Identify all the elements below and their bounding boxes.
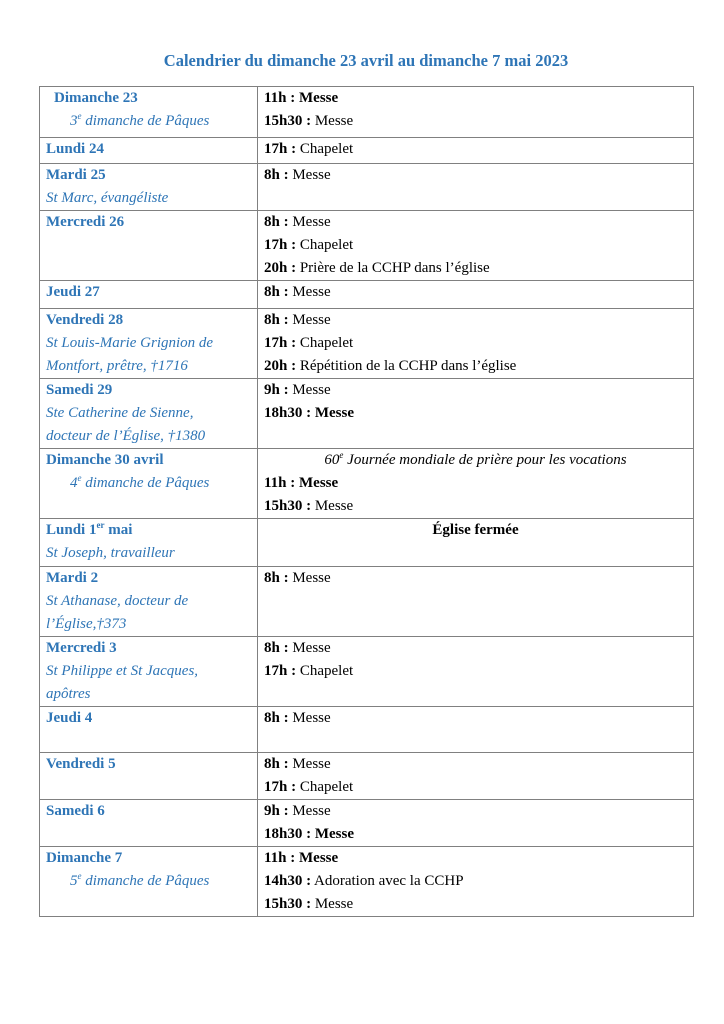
schedule-line: 8h : Messe (264, 312, 331, 328)
schedule-line: 9h : Messe (264, 382, 331, 398)
schedule-line: 11h : Messe (264, 850, 339, 866)
table-row (40, 87, 694, 138)
table-row (40, 567, 694, 637)
day-name: Mardi 25 (46, 167, 106, 183)
day-cell (40, 379, 258, 449)
day-name: Vendredi 5 (46, 756, 116, 772)
day-cell (40, 449, 258, 519)
schedule-cell (258, 379, 694, 449)
schedule-line: 18h30 : Messe (264, 405, 354, 421)
vocation-day-note: 60e Journée mondiale de prière pour les vocations (324, 450, 627, 468)
schedule-line: 15h30 : Messe (264, 113, 354, 129)
day-name: Samedi 6 (46, 803, 105, 819)
table-row (40, 847, 694, 917)
schedule-table (39, 86, 694, 917)
table-row (40, 138, 694, 164)
saint-label: St Joseph, travailleur (46, 545, 175, 561)
table-row (40, 164, 694, 211)
schedule-line: 15h30 : Messe (264, 896, 354, 912)
table-row (40, 519, 694, 567)
saint-label: St Louis-Marie Grignion de (46, 335, 214, 351)
day-name: Jeudi 4 (46, 710, 93, 726)
schedule-line: 18h30 : Messe (264, 826, 354, 842)
schedule-line: 11h : Messe (264, 90, 339, 106)
schedule-line: 20h : Répétition de la CCHP dans l’église (264, 358, 517, 374)
schedule-cell (258, 753, 694, 800)
table-row (40, 379, 694, 449)
page-title: Calendrier du dimanche 23 avril au dimanche 7 mai 2023 (163, 51, 569, 70)
schedule-cell (258, 707, 694, 753)
table-row (40, 211, 694, 281)
day-name: Dimanche 7 (46, 850, 123, 866)
schedule-cell (258, 138, 694, 164)
saint-label: Ste Catherine de Sienne, (46, 405, 194, 421)
day-name: Dimanche 23 (54, 90, 138, 106)
schedule-line: 17h : Chapelet (264, 335, 354, 351)
saint-label: docteur de l’Église, †1380 (46, 428, 206, 444)
schedule-line: 11h : Messe (264, 475, 339, 491)
day-name: Vendredi 28 (46, 312, 124, 328)
saint-label: St Philippe et St Jacques, (46, 663, 199, 679)
table-row (40, 800, 694, 847)
schedule-cell (258, 449, 694, 519)
saint-label: 3e dimanche de Pâques (70, 111, 210, 129)
schedule-cell (258, 637, 694, 707)
day-cell (40, 309, 258, 379)
day-cell (40, 707, 258, 753)
schedule-cell (258, 281, 694, 309)
day-cell (40, 753, 258, 800)
day-cell (40, 847, 258, 917)
schedule-line: 8h : Messe (264, 756, 331, 772)
church-closed-note: Église fermée (432, 522, 519, 538)
day-name: Mercredi 26 (46, 214, 125, 230)
table-row (40, 753, 694, 800)
saint-label: St Athanase, docteur de (46, 593, 189, 609)
schedule-line: 8h : Messe (264, 710, 331, 726)
table-row (40, 281, 694, 309)
schedule-line: 20h : Prière de la CCHP dans l’église (264, 260, 490, 276)
day-name: Lundi 24 (46, 141, 104, 157)
table-row (40, 309, 694, 379)
schedule-cell (258, 800, 694, 847)
schedule-line: 8h : Messe (264, 284, 331, 300)
day-name: Jeudi 27 (46, 284, 100, 300)
day-cell (40, 138, 258, 164)
day-cell (40, 800, 258, 847)
day-name: Dimanche 30 avril (46, 452, 164, 468)
saint-label: Montfort, prêtre, †1716 (46, 358, 188, 374)
schedule-cell (258, 847, 694, 917)
saint-label: 5e dimanche de Pâques (70, 871, 210, 889)
schedule-line: 8h : Messe (264, 640, 331, 656)
schedule-line: 8h : Messe (264, 214, 331, 230)
table-row (40, 707, 694, 753)
day-name: Mardi 2 (46, 570, 99, 586)
schedule-cell (258, 309, 694, 379)
schedule-cell (258, 211, 694, 281)
schedule-cell (258, 567, 694, 637)
saint-label: 4e dimanche de Pâques (70, 473, 210, 491)
schedule-line: 14h30 : Adoration avec la CCHP (264, 873, 464, 889)
day-cell (40, 211, 258, 281)
schedule-line: 15h30 : Messe (264, 498, 354, 514)
schedule-line: 8h : Messe (264, 570, 331, 586)
schedule-line: 8h : Messe (264, 167, 331, 183)
schedule-cell (258, 87, 694, 138)
day-cell (40, 637, 258, 707)
day-name: Mercredi 3 (46, 640, 117, 656)
saint-label: l’Église,†373 (46, 616, 127, 632)
schedule-line: 17h : Chapelet (264, 237, 354, 253)
schedule-cell (258, 164, 694, 211)
day-cell (40, 519, 258, 567)
table-row (40, 637, 694, 707)
day-cell (40, 567, 258, 637)
day-name: Lundi 1er mai (46, 520, 133, 538)
day-name: Samedi 29 (46, 382, 113, 398)
schedule-line: 17h : Chapelet (264, 779, 354, 795)
saint-label: St Marc, évangéliste (46, 190, 169, 206)
schedule-line: 17h : Chapelet (264, 141, 354, 157)
day-cell (40, 164, 258, 211)
saint-label: apôtres (46, 686, 91, 702)
day-cell (40, 87, 258, 138)
schedule-line: 9h : Messe (264, 803, 331, 819)
schedule-cell (258, 519, 694, 567)
schedule-line: 17h : Chapelet (264, 663, 354, 679)
table-row (40, 449, 694, 519)
day-cell (40, 281, 258, 309)
